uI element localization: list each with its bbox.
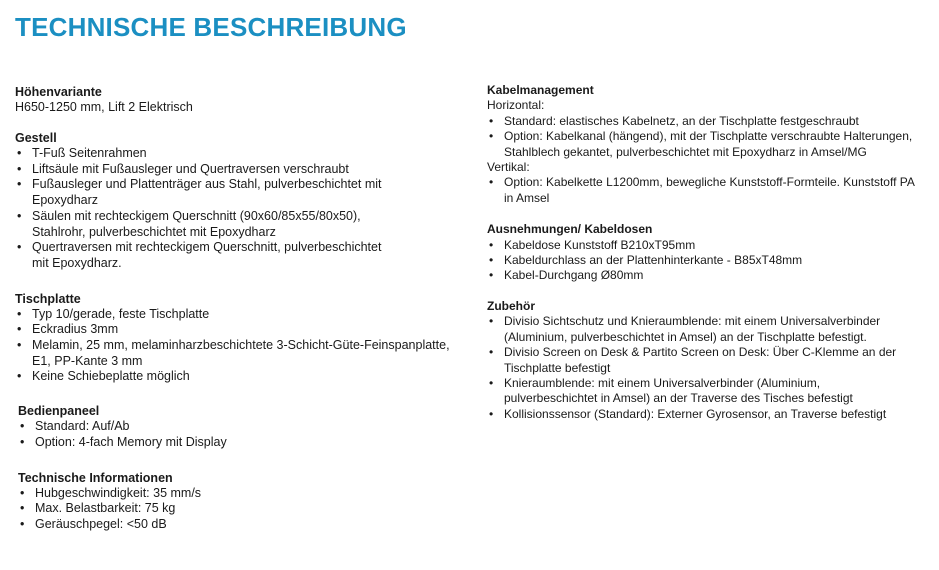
section-title: Tischplatte: [15, 291, 81, 306]
subsection-label: Vertikal:: [487, 160, 530, 175]
list-item-text: Kabeldurchlass an der Plattenhinterkante - B85xT48mm: [504, 253, 803, 268]
bullet-list: [487, 314, 927, 422]
list-item: [487, 268, 927, 283]
section-ausnehmungen: [487, 222, 927, 284]
bullet-icon: •: [17, 369, 22, 384]
list-item-text: Max. Belastbarkeit: 75 kg: [35, 501, 176, 516]
list-item: [487, 129, 927, 144]
section-hoehenvariante: [15, 85, 455, 115]
list-item: [15, 177, 455, 193]
bullet-list: [487, 114, 927, 160]
list-item-text: Kabel-Durchgang Ø80mm: [504, 268, 644, 283]
list-item: [15, 369, 455, 385]
list-item-text: Option: Kabelkette L1200mm, bewegliche Kunststoff-Formteile. Kunststoff PA: [504, 175, 915, 190]
list-item-text: Tischplatte befestigt: [504, 360, 611, 375]
list-item-text: Säulen mit rechteckigem Querschnitt (90x60/85x55/80x50),: [32, 208, 361, 223]
section-title: Zubehör: [487, 298, 535, 313]
list-item-continuation: [487, 361, 927, 376]
bullet-list: [18, 419, 455, 450]
list-item: [487, 114, 927, 129]
list-item-text: mit Epoxydharz.: [32, 255, 122, 270]
bullet-list: [15, 146, 455, 272]
list-item: [487, 175, 927, 190]
bullet-icon: •: [17, 146, 22, 160]
list-item: [18, 501, 455, 517]
list-item-text: E1, PP-Kante 3 mm: [32, 353, 143, 368]
bullet-icon: •: [489, 406, 494, 421]
list-item-text: in Amsel: [504, 190, 550, 205]
list-item: [487, 253, 927, 268]
list-item-text: Kabeldose Kunststoff B210xT95mm: [504, 237, 696, 252]
section-title: Technische Informationen: [18, 470, 173, 485]
list-item-text: Hubgeschwindigkeit: 35 mm/s: [35, 485, 202, 500]
list-item-text: Knieraumblende: mit einem Universalverbinder (Aluminium,: [504, 375, 821, 390]
list-item-continuation: [487, 391, 927, 406]
bullet-icon: •: [17, 322, 22, 337]
list-item-text: Eckradius 3mm: [32, 322, 119, 337]
list-item-text: T-Fuß Seitenrahmen: [32, 146, 147, 160]
bullet-icon: •: [20, 501, 25, 516]
bullet-icon: •: [17, 240, 22, 255]
list-item: [18, 517, 455, 533]
section-title: Gestell: [15, 131, 57, 145]
bullet-icon: •: [489, 268, 494, 283]
section-gestell: [15, 131, 455, 272]
list-item-text: Standard: elastisches Kabelnetz, an der Tischplatte festgeschraubt: [504, 113, 859, 128]
bullet-icon: •: [20, 485, 25, 500]
bullet-list: [487, 238, 927, 284]
list-item-text: Divisio Sichtschutz und Knieraumblende: mit einem Universalverbinder: [504, 314, 881, 329]
section-tischplatte: [15, 292, 455, 386]
list-item-text: Divisio Screen on Desk & Partito Screen on Desk: Über C-Klemme an der: [504, 345, 897, 360]
bullet-icon: •: [20, 419, 25, 434]
list-item: [15, 146, 455, 162]
list-item: [15, 338, 455, 354]
bullet-icon: •: [17, 306, 22, 321]
list-item: [15, 322, 455, 338]
bullet-icon: •: [489, 237, 494, 252]
bullet-icon: •: [17, 208, 22, 223]
list-item-text: Fußausleger und Plattenträger aus Stahl, pulverbeschichtet mit: [32, 177, 382, 192]
list-item-text: (Aluminium, pulverbeschichtet in Amsel) an der Tischplatte befestigt.: [504, 329, 867, 344]
bullet-list: [18, 486, 455, 533]
bullet-icon: •: [17, 161, 22, 176]
page-title: TECHNISCHE BESCHREIBUNG: [15, 12, 407, 42]
list-item-text: Option: Kabelkanal (hängend), mit der Tischplatte verschraubte Halterungen,: [504, 129, 913, 144]
left-column: [15, 85, 455, 533]
list-item: [487, 238, 927, 253]
list-item-text: Typ 10/gerade, feste Tischplatte: [32, 306, 210, 321]
list-item: [487, 407, 927, 422]
list-item-continuation: [487, 330, 927, 345]
section-title: Höhenvariante: [15, 85, 102, 99]
list-item: [15, 209, 455, 225]
list-item: [18, 435, 455, 451]
list-item-text: Standard: Auf/Ab: [35, 419, 130, 434]
list-item: [487, 345, 927, 360]
list-item: [15, 307, 455, 323]
section-zubehoer: [487, 299, 927, 422]
right-column: [487, 83, 927, 422]
section-title: Ausnehmungen/ Kabeldosen: [487, 222, 653, 237]
list-item-text: Kollisionssensor (Standard): Externer Gyrosensor, an Traverse befestigt: [504, 406, 887, 421]
list-item-text: Stahlblech gekantet, pulverbeschichtet mit Epoxydharz in Amsel/MG: [504, 144, 867, 159]
list-item: [18, 419, 455, 435]
list-item-text: Melamin, 25 mm, melaminharzbeschichtete 3-Schicht-Güte-Feinspanplatte,: [32, 338, 450, 353]
section-title: Bedienpaneel: [18, 404, 100, 419]
list-item-text: Stahlrohr, pulverbeschichtet mit Epoxydharz: [32, 224, 276, 239]
list-item: [18, 486, 455, 502]
list-item: [487, 376, 927, 391]
section-kabelmanagement: [487, 83, 927, 206]
list-item-continuation: [487, 191, 927, 206]
bullet-icon: •: [17, 338, 22, 353]
list-item-continuation: [15, 256, 455, 272]
list-item-text: Option: 4-fach Memory mit Display: [35, 434, 227, 449]
list-item-continuation: [15, 225, 455, 241]
list-item-text: Epoxydharz: [32, 193, 99, 208]
bullet-icon: •: [20, 516, 25, 531]
list-item-text: Keine Schiebeplatte möglich: [32, 369, 190, 384]
list-item-continuation: [487, 145, 927, 160]
bullet-icon: •: [489, 314, 494, 329]
bullet-icon: •: [489, 345, 494, 360]
bullet-icon: •: [489, 375, 494, 390]
list-item-continuation: [15, 193, 455, 209]
section-technische-informationen: [15, 471, 455, 533]
list-item: [487, 314, 927, 329]
section-text: H650-1250 mm, Lift 2 Elektrisch: [15, 100, 193, 114]
bullet-icon: •: [489, 129, 494, 144]
list-item: [15, 240, 455, 256]
bullet-icon: •: [489, 113, 494, 128]
bullet-icon: •: [489, 175, 494, 190]
list-item-text: Quertraversen mit rechteckigem Querschnitt, pulverbeschichtet: [32, 240, 382, 255]
list-item-text: Liftsäule mit Fußausleger und Quertraversen verschraubt: [32, 161, 349, 176]
bullet-icon: •: [20, 434, 25, 449]
bullet-list: [15, 307, 455, 386]
list-item: [15, 162, 455, 178]
list-item-text: Geräuschpegel: <50 dB: [35, 516, 167, 531]
bullet-icon: •: [489, 253, 494, 268]
subsection-label: Horizontal:: [487, 98, 545, 113]
bullet-list: [487, 175, 927, 206]
section-title: Kabelmanagement: [487, 83, 594, 97]
list-item-text: pulverbeschichtet in Amsel) an der Traverse des Tisches befestigt: [504, 391, 853, 406]
list-item-continuation: [15, 354, 455, 370]
section-bedienpaneel: [15, 404, 455, 450]
bullet-icon: •: [17, 177, 22, 192]
